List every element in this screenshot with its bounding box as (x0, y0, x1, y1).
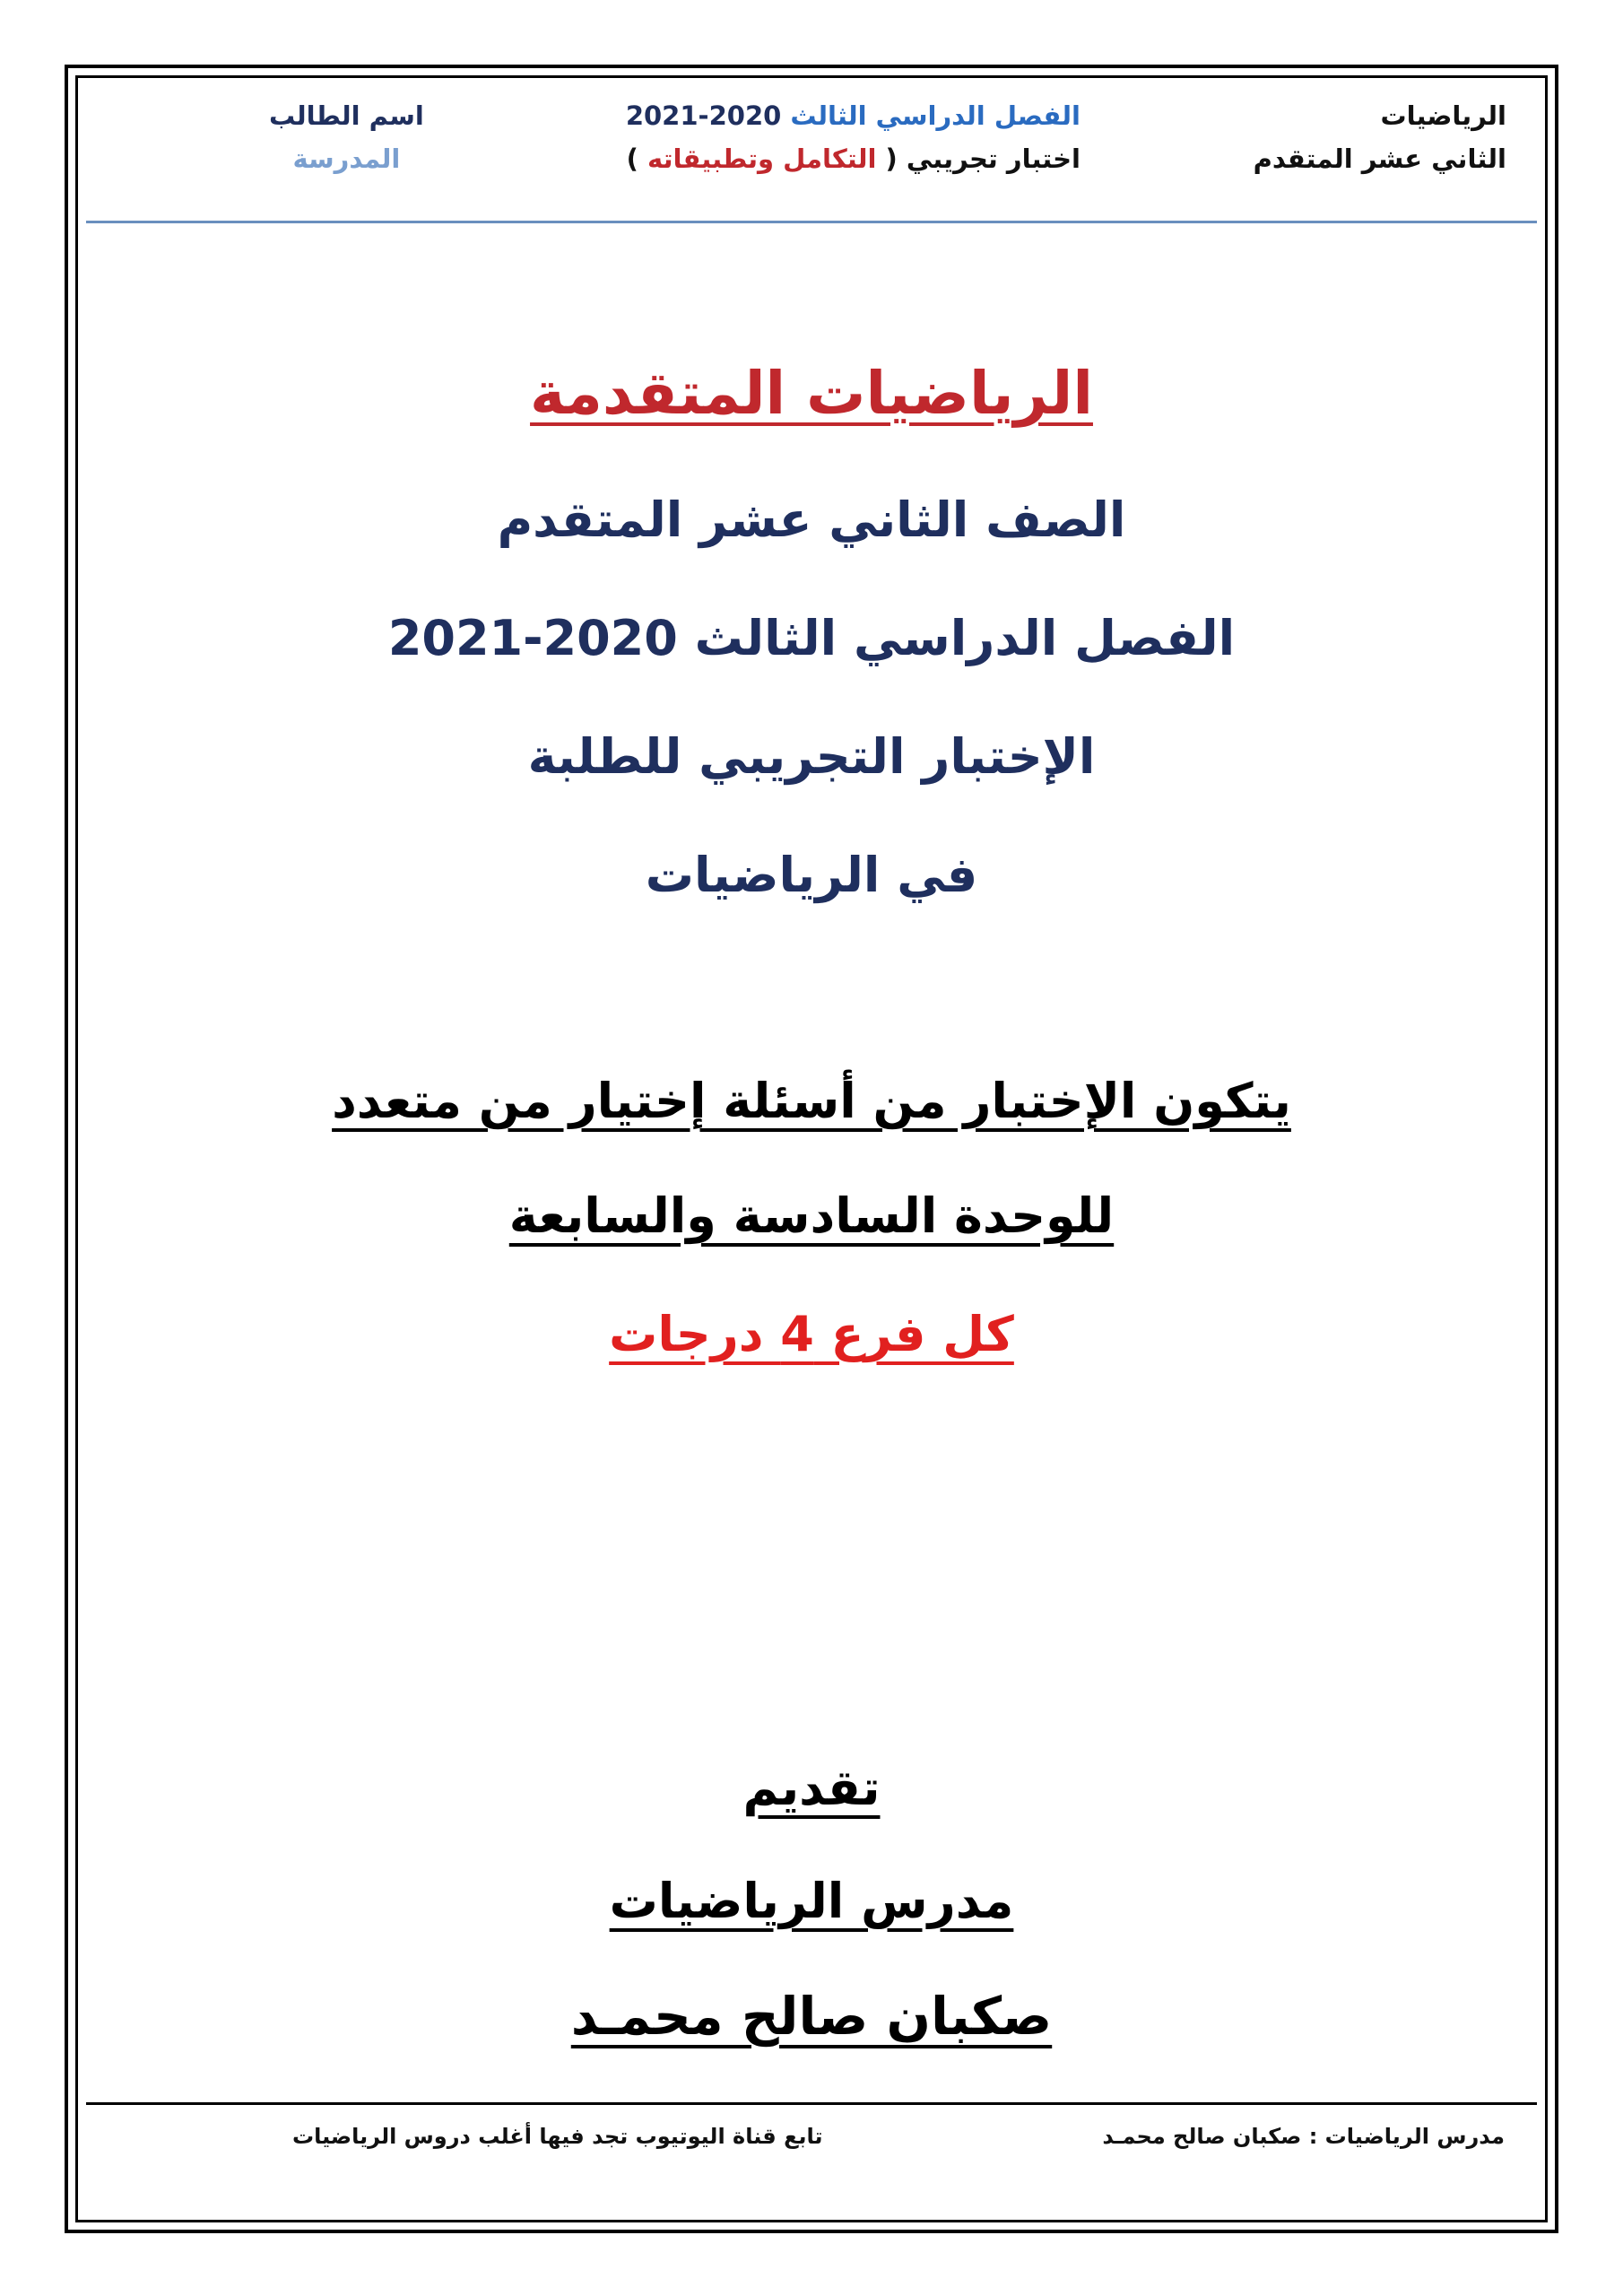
header-student-label: اسم الطالب (269, 100, 424, 131)
cover-term (86, 610, 1537, 666)
header-exam (626, 144, 1081, 187)
header-subject-block (1254, 100, 1506, 187)
exam-description-2: للوحدة السادسة والسابعة (508, 1187, 1115, 1244)
header-term (625, 100, 1081, 144)
cover-term-prefix: الفصل الدراسي الثالث (694, 610, 1236, 666)
presented-by: تقديم (742, 1760, 881, 1816)
footer-divider (86, 2102, 1537, 2105)
teacher-role: مدرس الرياضيات (609, 1873, 1014, 1929)
footer-youtube-note: تابع قناة اليوتيوب تجد فيها أغلب دروس الرياضيات (292, 2124, 823, 2149)
header-exam-topic: التكامل وتطبيقاته (647, 144, 877, 174)
header-student-block (269, 100, 424, 187)
header-term-prefix: الفصل الدراسي الثالث (790, 100, 1081, 131)
header-exam-block (625, 100, 1081, 187)
header-subject: الرياضيات (1380, 100, 1506, 131)
header-exam-suffix: ) (626, 144, 638, 174)
exam-description-1: يتكون الإختبار من أسئلة إختيار من متعدد (332, 1073, 1291, 1129)
teacher-name: صكبان صالح محمـد (570, 1986, 1053, 2047)
header-divider (86, 221, 1537, 223)
footer-teacher: مدرس الرياضيات : صكبان صالح محمـد (1102, 2124, 1505, 2149)
cover-term-years: 2020-2021 (387, 610, 678, 666)
marks-note: كل فرع 4 درجات (609, 1306, 1014, 1362)
header-term-years: 2020-2021 (625, 100, 782, 131)
cover-grade: الصف الثاني عشر المتقدم (497, 491, 1126, 548)
header-grade: الثاني عشر المتقدم (1253, 144, 1506, 174)
cover-exam-line: الإختبار التجريبي للطلبة (527, 728, 1096, 785)
cover-title: الرياضيات المتقدمة (530, 359, 1093, 428)
header-school-label: المدرسة (292, 144, 401, 174)
cover-subject-line: في الرياضيات (645, 847, 978, 903)
header-exam-prefix: اختبار تجريبي ( (885, 144, 1081, 174)
